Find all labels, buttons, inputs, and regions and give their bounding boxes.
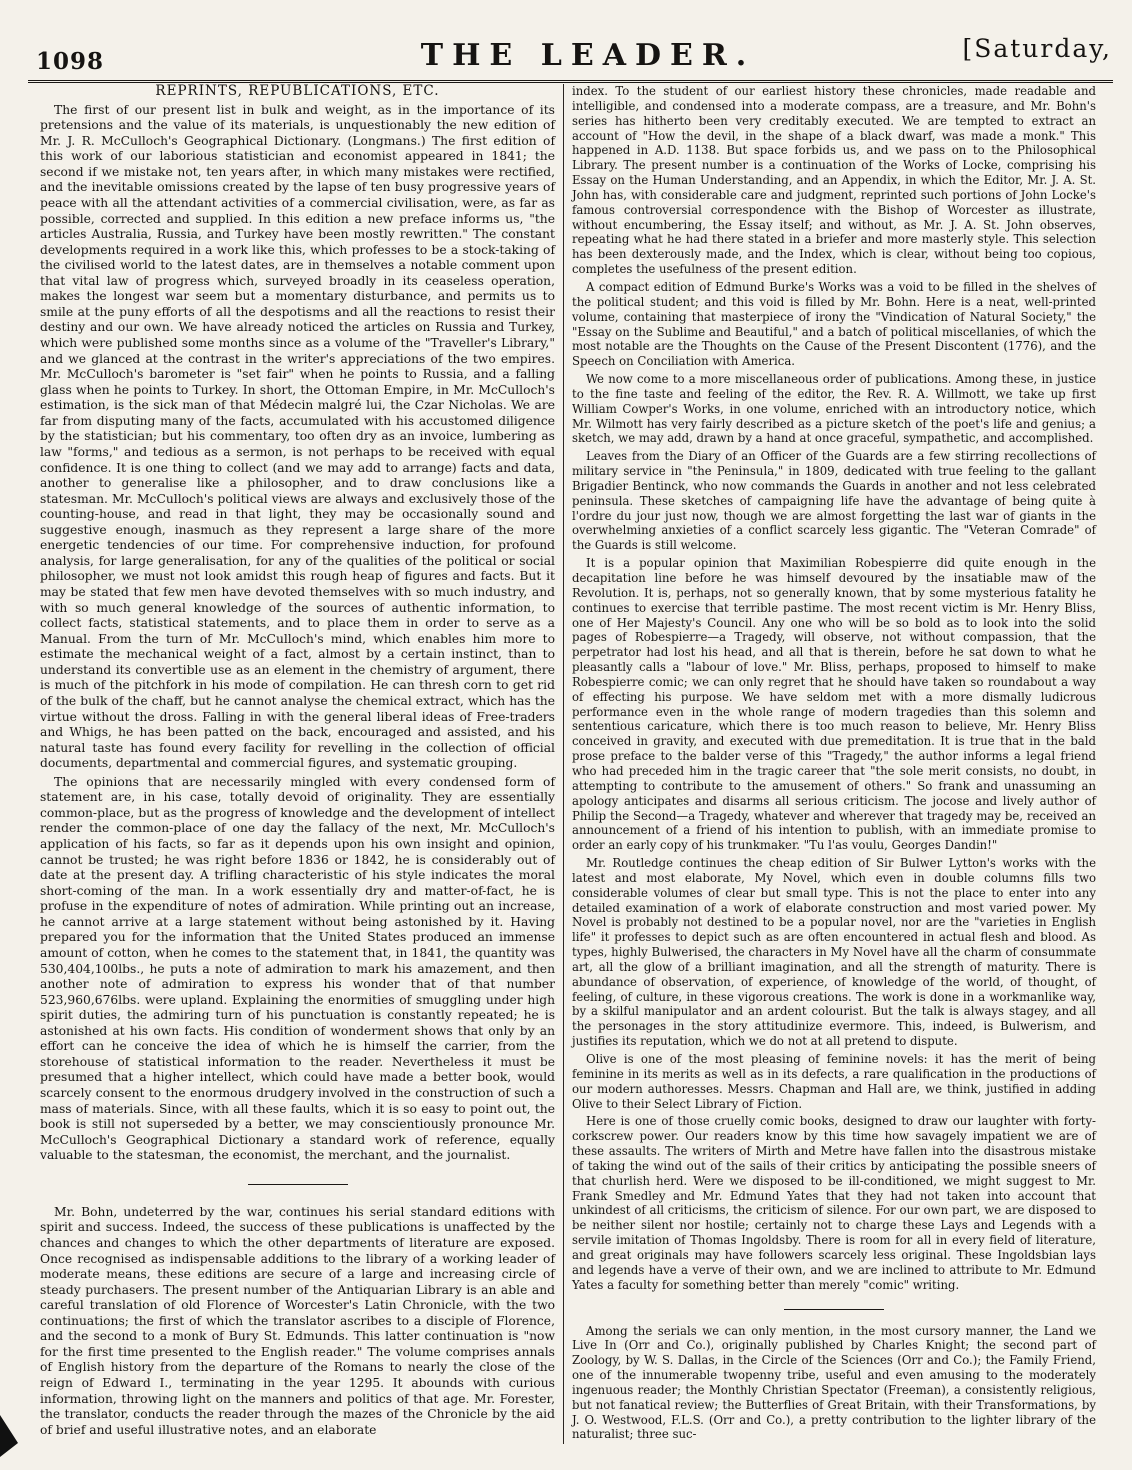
article-paragraph: index. To the student of our earliest history these chronicles, made readable and intelligible, and condensed into a moderate compass, are a treasure, and Mr. Bohn's series has hitherto been very creditably executed. We are tempted to extract an account of "How the devil, in the shape of a black dwarf, was made a monk." This happened in A.D. 1138. But space forbids us, and we pass on to the Philosophical Library. The present number is a continuation of the Works of Locke, comprising his Essay on the Human Understanding, and an Appendix, in which the Editor, Mr. J. A. St. John has, with considerable care and judgment, reprinted such portions of John Locke's famous controversial correspondence with the Bishop of Worcester as illustrate, without encumbering, the Essay itself; and without, as Mr. J. A. St. John observes, repeating what he had there stated in a briefer and more masterly style. This selection has been dexterously made, and the Index, which is clear, without being too copious, completes the usefulness of the present edition. [572, 84, 1096, 277]
page-number: 1098 [36, 48, 105, 75]
article-paragraph: The first of our present list in bulk and weight, as in the importance of its pretensions and the value of its materials, is unquestionably the new edition of Mr. J. R. McCulloch's Geographical Dictionary. (Longmans.) The first edition of this work of our laborious statistician and economist appeared in 1841; the second if we mistake not, ten years after, in which many mistakes were rectified, and the inevitable omissions created by the lapse of ten busy progressive years of peace with all the attendant activities of a commercial civilisation, were, as far as possible, corrected and supplied. In this edition a new preface informs us, "the articles Australia, Russia, and Turkey have been mostly rewritten." The constant developments required in a work like this, which professes to be a stock-taking of the civilised world to the latest dates, are in themselves a notable comment upon that vital law of progress which, surveyed broadly in its ceaseless operation, makes the longest war seem but a momentary disturbance, and permits us to smile at the puny efforts of all the despotisms and all the reactions to resist their destiny and our own. We have already noticed the articles on Russia and Turkey, which were published some months since as a volume of the "Traveller's Library," and we glanced at the contrast in the writer's appreciations of the two empires. Mr. McCulloch's barometer is "set fair" when he points to Russia, and a falling glass when he points to Turkey. In short, the Ottoman Empire, in Mr. McCulloch's estimation, is the sick man of that Médecin malgré lui, the Czar Nicholas. We are far from disputing many of the facts, accumulated with his accustomed diligence by the statistician; but his commentary, too often dry as an invoice, lumbering as law "forms," and tedious as a sermon, is not perhaps to be received with equal confidence. It is one thing to collect (and we may add to arrange) facts and data, another to generalise like a philosopher, and to draw conclusions like a statesman. Mr. McCulloch's political views are always and exclusively those of the counting-house, and read in that light, they may be occasionally sound and suggestive enough, inasmuch as they represent a large share of the more energetic tendencies of our time. For comprehensive induction, for profound analysis, for large generalisation, for any of the qualities of the political or social philosopher, we must not look amidst this rough heap of figures and facts. But it may be stated that few men have devoted themselves with so much industry, and with so much general knowledge of the sources of authentic information, to collect facts, statistical statements, and to place them in order to serve as a Manual. From the turn of Mr. McCulloch's mind, which enables him more to estimate the mechanical weight of a fact, almost by a certain instinct, than to understand its convertible use as an element in the chemistry of argument, there is much of the pitchfork in his mode of compilation. He can thresh corn to get rid of the bulk of the chaff, but he cannot analyse the chemical extract, which has the virtue without the dross. Falling in with the general liberal ideas of Free-traders and Whigs, he has been patted on the back, encouraged and assisted, and his natural taste has found every facility for revelling in the collection of official documents, departmental and commercial figures, and systematic grouping. [40, 102, 555, 771]
article-paragraph: A compact edition of Edmund Burke's Works was a void to be filled in the shelves of the political student; and this void is filled by Mr. Bohn. Here is a neat, well-printed volume, containing that masterpiece of irony the "Vindication of Natural Society," the "Essay on the Sublime and Beautiful," and a batch of political miscellanies, of which the most notable are the Thoughts on the Cause of the Present Discontent (1776), and the Speech on Conciliation with America. [572, 279, 1096, 369]
article-paragraph: Olive is one of the most pleasing of feminine novels: it has the merit of being feminine in its merits as well as in its defects, a rare qualification in the productions of our modern authoresses. Messrs. Chapman and Hall are, we think, justified in adding Olive to their Select Library of Fiction. [572, 1052, 1096, 1111]
masthead [28, 26, 1118, 76]
right-column [572, 84, 1096, 1445]
article-paragraph: The opinions that are necessarily mingled with every condensed form of statement are, in his case, totally devoid of originality. They are essentially common-place, but as the progress of knowledge and the development of intellect render the common-place of one day the fallacy of the next, Mr. McCulloch's application of his facts, so far as it depends upon his own insight and opinion, cannot be trusted; he was right before 1836 or 1842, he is considerably out of date at the present day. A trifling characteristic of his style indicates the moral short-coming of the man. In a work essentially dry and matter-of-fact, he is profuse in the expenditure of notes of admiration. While printing out an increase, he cannot arrive at a large statement without being astonished by it. Having prepared you for the information that the United States produced an immense amount of cotton, when he comes to the statement that, in 1841, the quantity was 530,404,100lbs., he puts a note of admiration to mark his amazement, and then another note of admiration to express his wonder that of that number 523,960,676lbs. were upland. Explaining the enormities of smuggling under high spirit duties, the admiring turn of his punctuation is constantly repeated; he is astonished at his own facts. His condition of wonderment shows that only by an effort can he conceive the idea of which he is himself the carrier, from the storehouse of statistical information to the reader. Nevertheless it must be presumed that a higher intellect, which could have made a better book, would scarcely consent to the enormous drudgery involved in the construction of such a mass of materials. Since, with all these faults, which it is so easy to point out, the book is still not superseded by a better, we may conscientiously pronounce Mr. McCulloch's Geographical Dictionary a standard work of reference, equally valuable to the statesman, the economist, the merchant, and the journalist. [40, 774, 555, 1163]
article-paragraph: It is a popular opinion that Maximilian Robespierre did quite enough in the decapitation line before he was himself devoured by the insatiable maw of the Revolution. It is, perhaps, not so generally known, that by some mysterious fatality he continues to exercise that terrible pastime. The most recent victim is Mr. Henry Bliss, one of Her Majesty's Council. Any one who will be so bold as to look into the solid pages of Robespierre—a Tragedy, will observe, not without compassion, that the perpetrator had lost his head, and all that is therein, before he sat down to what he pleasantly calls a "labour of love." Mr. Bliss, perhaps, proposed to himself to make Robespierre comic; we can only regret that he should have taken so roundabout a way of effecting his purpose. We have seldom met with a more dismally ludicrous performance even in the whole range of modern tragedies than this solemn and sententious caricature, which there is too much reason to believe, Mr. Henry Bliss conceived in gravity, and executed with due premeditation. It is true that in the bald prose preface to the balder verse of this "Tragedy," the author informs a legal friend who had preceded him in the tragic career that "the sole merit consists, no doubt, in attempting to contribute to the amusement of others." So frank and unassuming an apology anticipates and disarms all serious criticism. The jocose and lively author of Philip the Second—a Tragedy, whatever and wherever that tragedy may be, received an announcement of a friend of his intention to publish, with an immediate promise to order an early copy of his trunkmaker. "Tu l'as voulu, Georges Dandin!" [572, 556, 1096, 853]
article-paragraph: We now come to a more miscellaneous order of publications. Among these, in justice to the fine taste and feeling of the editor, the Rev. R. A. Willmott, we take up first William Cowper's Works, in one volume, enriched with an introductory notice, which Mr. Wilmott has very fairly described as a picture sketch of the poet's life and genius; a sketch, we may add, drawn by a hand at once graceful, sympathetic, and accomplished. [572, 372, 1096, 446]
article-paragraph: Among the serials we can only mention, in the most cursory manner, the Land we Live In (Orr and Co.), originally published by Charles Knight; the second part of Zoology, by W. S. Dallas, in the Circle of the Sciences (Orr and Co.); the Family Friend, one of the innumerable twopenny tribe, useful and even amusing to the moderately ingenuous reader; the Monthly Christian Spectator (Freeman), a consistently religious, but not fanatical review; the Butterflies of Great Britain, with their Transformations, by J. O. Westwood, F.L.S. (Orr and Co.), a pretty contribution to the lighter library of the naturalist; three suc- [572, 1323, 1096, 1442]
page-edge-mark [0, 1415, 18, 1457]
column-separator [563, 84, 564, 1444]
article-paragraph: Mr. Bohn, undeterred by the war, continues his serial standard editions with spirit and success. Indeed, the success of these publications is unaffected by the chances and changes to which the other departments of literature are exposed. Once recognised as indispensable additions to the library of a working leader of moderate means, these editions are secure of a large and increasing circle of steady purchasers. The present number of the Antiquarian Library is an able and careful translation of old Florence of Worcester's Latin Chronicle, with the two continuations; the first of which the translator ascribes to a disciple of Florence, and the second to a monk of Bury St. Edmunds. This latter continuation is "now for the first time presented to the English reader." The volume comprises annals of English history from the departure of the Romans to nearly the close of the reign of Edward I., terminating in the year 1295. It abounds with curious information, throwing light on the manners and politics of that age. Mr. Forester, the translator, conducts the reader through the mazes of the Chronicle by the aid of brief and useful illustrative notes, and an elaborate [40, 1204, 555, 1437]
section-divider [784, 1309, 884, 1310]
section-divider [248, 1184, 348, 1185]
issue-day: [Saturday, [962, 34, 1112, 63]
article-paragraph: Here is one of those cruelly comic books, designed to draw our laughter with forty-corkscrew power. Our readers know by this time how savagely impatient we are of these assaults. The writers of Mirth and Metre have fallen into the disastrous mistake of taking the wind out of the sails of their critics by anticipating the possible sneers of that churlish herd. Were we disposed to be ill-conditioned, we might suggest to Mr. Frank Smedley and Mr. Edmund Yates that they had not taken into account that unkindest of all criticisms, the criticism of silence. For our own part, we are disposed to be neither silent nor hostile; certainly not to charge these Lays and Legends with a servile imitation of Thomas Ingoldsby. There is room for all in every field of literature, and great originals may have followers scarcely less original. These Ingoldsbian lays and legends have a verve of their own, and we are inclined to attribute to Mr. Edmund Yates a faculty for something better than merely "comic" writing. [572, 1114, 1096, 1292]
article-paragraph: Mr. Routledge continues the cheap edition of Sir Bulwer Lytton's works with the latest and most elaborate, My Novel, which even in double columns fills two considerable volumes of clear but small type. This is not the place to enter into any detailed examination of a work of elaborate construction and most varied power. My Novel is probably not destined to be a popular novel, nor are the "varieties in English life" it professes to depict such as are often encountered in actual flesh and blood. As types, highly Bulwerised, the characters in My Novel have all the charm of consummate art, all the glow of a brilliant imagination, and all the strength of maturity. There is abundance of observation, of experience, of knowledge of the world, of thought, of feeling, of culture, in these vigorous creations. The work is done in a workmanlike way, by a skilful manipulator and an ardent colourist. But the talk is always stagey, and all the personages in the story attitudinize evermore. This, indeed, is Bulwerism, and justifies its reputation, which we do not at all pretend to dispute. [572, 856, 1096, 1049]
left-column [40, 84, 555, 1441]
article-paragraph: Leaves from the Diary of an Officer of the Guards are a few stirring recollections of military service in "the Peninsula," in 1809, dedicated with true feeling to the gallant Brigadier Bentinck, who now commands the Guards in another and not less celebrated peninsula. These sketches of campaigning life have the advantage of being quite à l'ordre du jour just now, though we are almost forgetting the last war of giants in the overwhelming anxieties of a conflict scarcely less gigantic. The "Veteran Comrade" of the Guards is still welcome. [572, 449, 1096, 553]
section-heading: REPRINTS, REPUBLICATIONS, ETC. [155, 83, 440, 99]
newspaper-title: THE LEADER. [420, 38, 756, 73]
